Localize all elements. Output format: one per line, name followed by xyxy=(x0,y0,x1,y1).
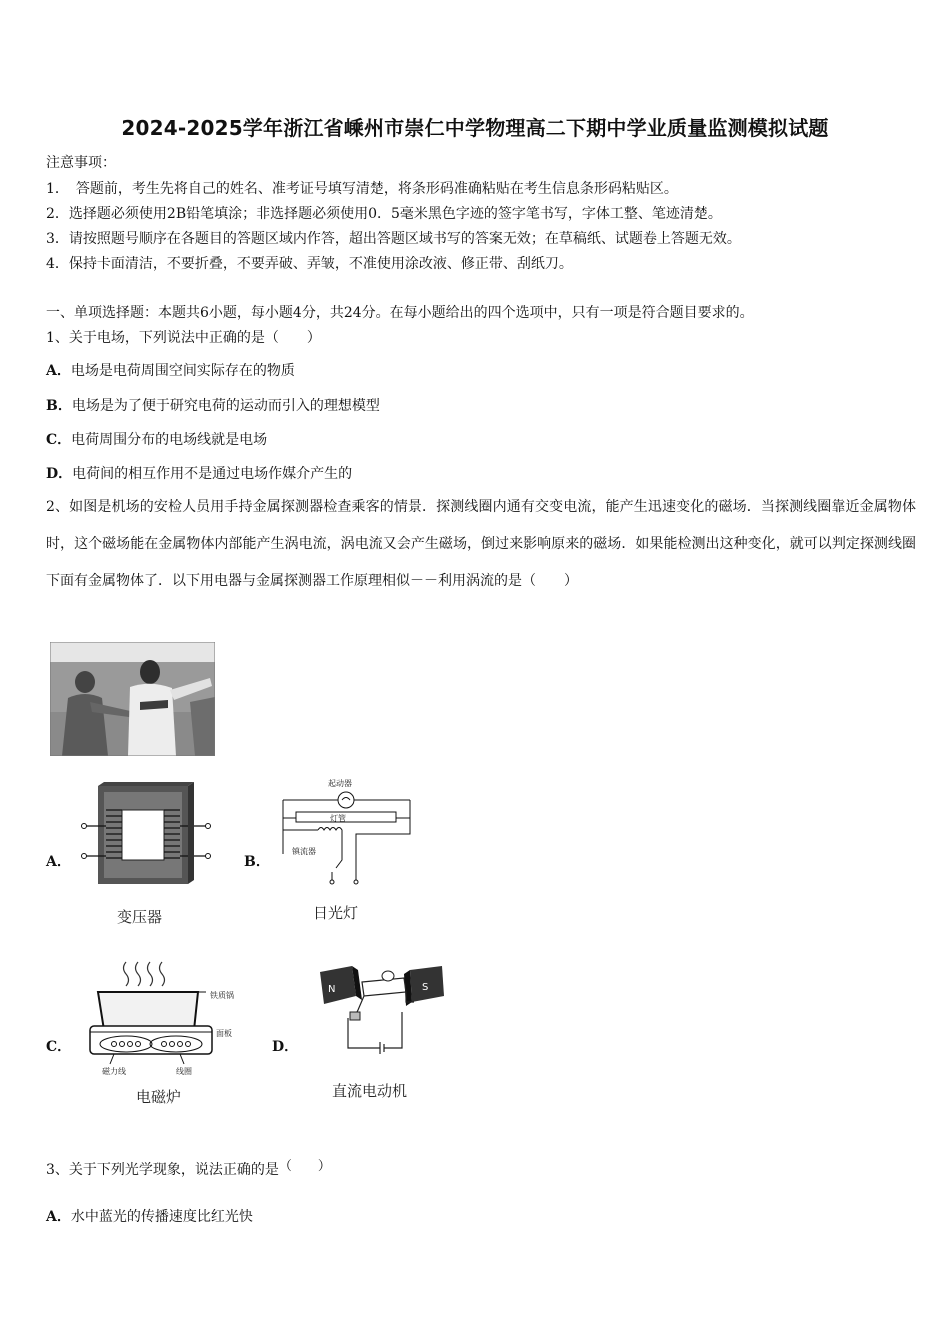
option-label: D． xyxy=(46,466,73,482)
option-text: 电荷周围分布的电场线就是电场 xyxy=(71,432,268,448)
north-pole-label: N xyxy=(328,984,336,995)
notice-item: 1． 答题前，考生先将自己的姓名、准考证号填写清楚，将条形码准确粘贴在考生信息条形码粘贴区。 xyxy=(46,181,678,197)
option-label: A． xyxy=(46,363,71,379)
option-text: 电场是为了便于研究电荷的运动而引入的理想模型 xyxy=(71,398,380,414)
question-stem: 1、关于电场，下列说法中正确的是（ ） xyxy=(46,330,321,346)
option-c xyxy=(46,429,267,449)
option-text: 水中蓝光的传播速度比红光快 xyxy=(70,1209,253,1225)
coil-label: 线圈 xyxy=(176,1067,192,1076)
security-check-photo xyxy=(50,642,215,756)
transformer-figure xyxy=(78,778,220,890)
answer-paren: （ ） xyxy=(278,1159,331,1174)
figure-caption: 变压器 xyxy=(117,908,163,926)
notice-heading: 注意事项： xyxy=(46,155,116,171)
figure-caption: 日光灯 xyxy=(313,904,359,922)
option-label: A． xyxy=(46,1209,71,1225)
question-stem xyxy=(46,1155,331,1179)
notice-item: 3．请按照题号顺序在各题目的答题区域内作答，超出答题区域书写的答案无效；在草稿纸、试题卷上答题无效。 xyxy=(46,231,741,247)
question-stem-text: 3、关于下列光学现象，说法正确的是 xyxy=(46,1162,279,1178)
option-label: C． xyxy=(46,432,72,448)
fluorescent-lamp-figure xyxy=(278,774,423,892)
pot-label: 铁质锅 xyxy=(210,991,234,1000)
panel-label: 面板 xyxy=(216,1029,232,1038)
notice-item: 4．保持卡面清洁，不要折叠，不要弄破、弄皱，不准使用涂改液、修正带、刮纸刀。 xyxy=(46,256,573,272)
option-text: 电场是电荷周围空间实际存在的物质 xyxy=(70,363,295,379)
page-title: 2024-2025学年浙江省嵊州市崇仁中学物理高二下期中学业质量监测模拟试题 xyxy=(121,116,829,140)
figure-caption: 电磁炉 xyxy=(136,1088,182,1106)
option-label: C． xyxy=(46,1039,72,1055)
induction-cooker-figure xyxy=(86,958,246,1080)
question-stem: 2、如图是机场的安检人员用手持金属探测器检查乘客的情景．探测线圈内通有交变电流，能产生迅速变化的磁场．当探测线圈靠近金属物体时，这个磁场能在金属物体内部能产生涡电流，涡电流又会产生磁场，倒过来影响原来的磁场．如果能检测出这种变化，就可以判定探测线圈下面有金属物体了．以下用电器与金属探测器工作原理相似－－利用涡流的是（ ） xyxy=(46,499,916,589)
option-d xyxy=(46,463,352,483)
ballast-label: 镇流器 xyxy=(292,847,316,856)
starter-label: 起动器 xyxy=(328,779,352,788)
option-text: 电荷间的相互作用不是通过电场作媒介产生的 xyxy=(72,466,353,482)
option-label: B． xyxy=(244,854,270,870)
dc-motor-figure xyxy=(318,962,446,1062)
field-line-label: 磁力线 xyxy=(102,1067,126,1076)
section-heading: 一、单项选择题：本题共6小题，每小题4分，共24分。在每小题给出的四个选项中，只有一项是符合题目要求的。 xyxy=(46,305,754,321)
option-label: B． xyxy=(46,398,72,414)
option-label: A． xyxy=(46,854,71,870)
figure-caption: 直流电动机 xyxy=(332,1082,408,1100)
south-pole-label: S xyxy=(422,982,429,993)
lamp-tube-label: 灯管 xyxy=(330,814,346,823)
option-label: D． xyxy=(272,1039,299,1055)
option-a xyxy=(46,1206,253,1226)
option-b xyxy=(46,395,380,415)
option-a xyxy=(46,360,295,380)
notice-item: 2．选择题必须使用2B铅笔填涂；非选择题必须使用0．5毫米黑色字迹的签字笔书写，字体工整、笔迹清楚。 xyxy=(46,206,722,222)
